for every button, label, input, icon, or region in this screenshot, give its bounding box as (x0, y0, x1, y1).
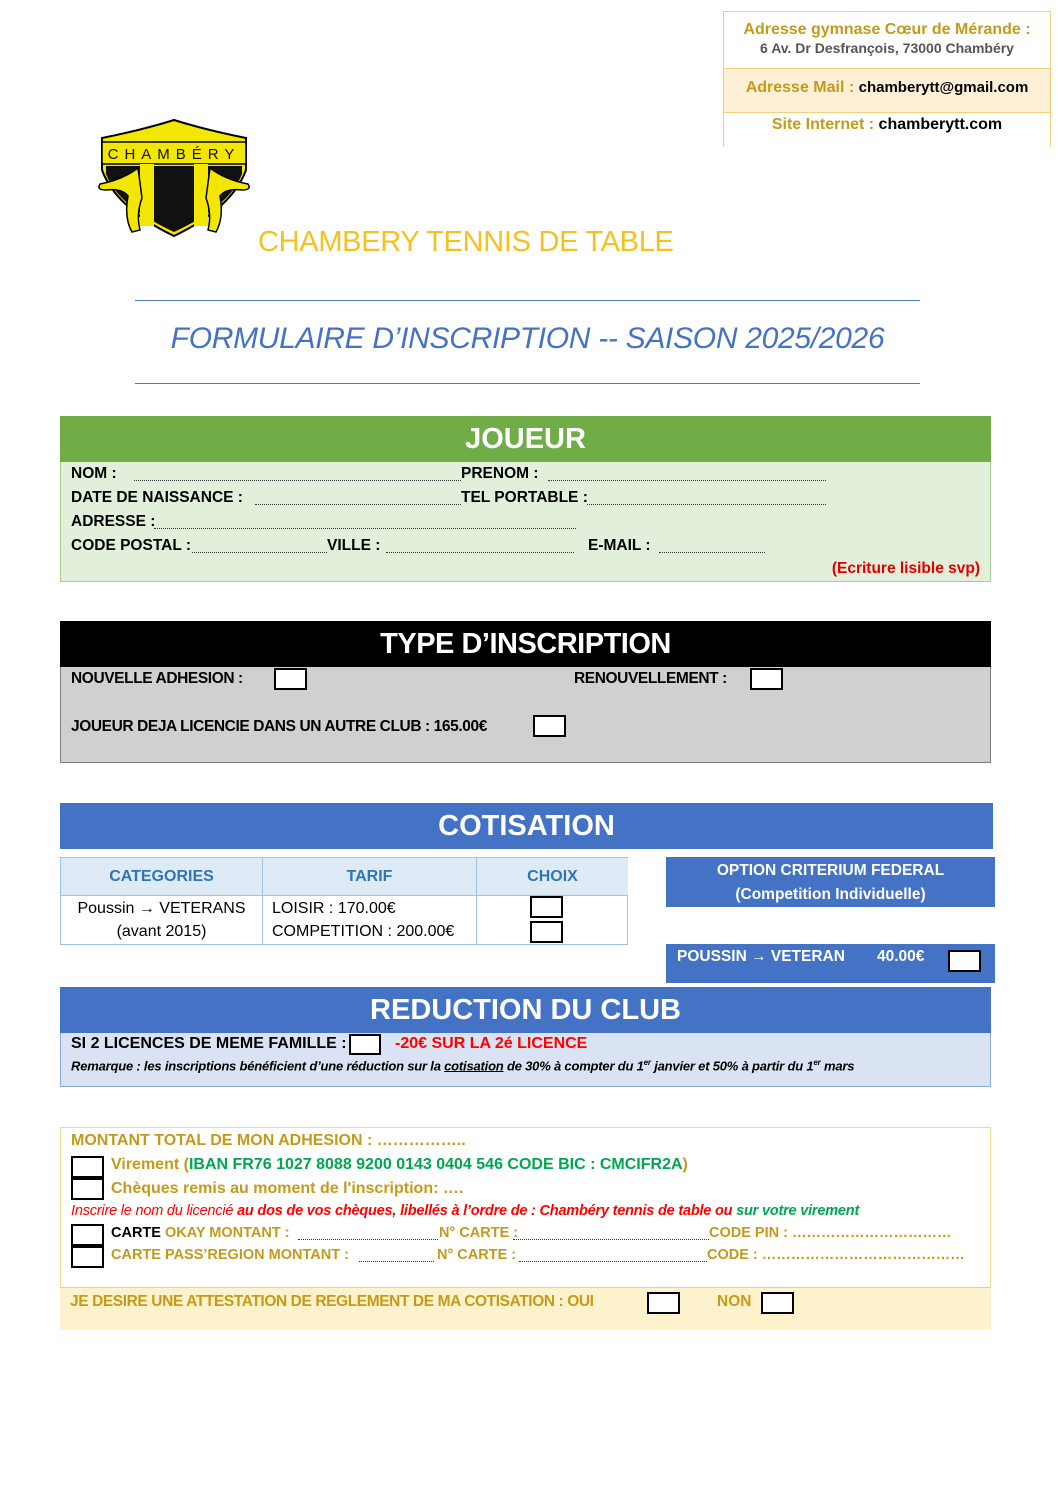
tel-label: TEL PORTABLE : (461, 489, 588, 506)
option-criterium-checkbox[interactable] (948, 950, 981, 972)
virement-checkbox[interactable] (71, 1156, 104, 1178)
category-line2: (avant 2015) (116, 923, 207, 940)
gym-address: 6 Av. Dr Desfrançois, 73000 Chambéry (760, 40, 1014, 56)
carte-word: CARTE (111, 1225, 161, 1241)
club-shield-logo (92, 118, 257, 240)
montant-total: MONTANT TOTAL DE MON ADHESION : …………….. (71, 1132, 466, 1149)
category-line1: Poussin → VETERANS (77, 900, 246, 917)
option-criterium-box (666, 857, 995, 907)
deja-licencie-checkbox[interactable] (533, 715, 566, 737)
remark-start: Remarque : les inscriptions bénéficient d’une réduction sur la (71, 1058, 445, 1074)
cotisation-title: COTISATION (60, 803, 993, 849)
ville-field[interactable] (386, 552, 574, 553)
remark-mid: de 30% à compter du 1 (503, 1058, 644, 1074)
reduction-section (60, 987, 991, 1087)
email-field[interactable] (659, 552, 765, 553)
pass-region-num-field[interactable] (519, 1261, 707, 1262)
virement-line (111, 1156, 688, 1174)
tarif-cell (263, 896, 477, 944)
mail-link[interactable]: chamberytt@gmail.com (858, 79, 1029, 96)
adresse-label: ADRESSE : (71, 513, 156, 530)
header-choix: CHOIX (477, 858, 628, 896)
attestation-label: JE DESIRE UNE ATTESTATION DE REGLEMENT DE MA COTISATION : OUI (70, 1293, 594, 1310)
pass-region-num-label: N° CARTE : (437, 1247, 517, 1263)
date-naissance-field[interactable] (255, 504, 461, 505)
loisir-checkbox[interactable] (530, 896, 563, 918)
option-price: 40.00€ (877, 948, 925, 965)
contact-box (723, 11, 1051, 147)
cotisation-table (60, 857, 628, 945)
cheques-checkbox[interactable] (71, 1178, 104, 1200)
nom-label: NOM : (71, 465, 117, 482)
attestation-non-checkbox[interactable] (761, 1292, 794, 1314)
remark-cotisation: cotisation (444, 1058, 504, 1074)
remark-sup1: er (643, 1058, 651, 1067)
virement-iban: IBAN FR76 1027 8088 9200 0143 0404 546 CODE BIC : CMCIFR2A (188, 1156, 683, 1173)
instruction-start: Inscrire le nom du licencié (71, 1203, 238, 1219)
code-postal-field[interactable] (192, 552, 327, 553)
tarif-competition: COMPETITION : 200.00€ (272, 923, 455, 940)
option-title: OPTION CRITERIUM FEDERAL (716, 862, 945, 879)
famille-checkbox[interactable] (349, 1034, 381, 1055)
tel-field[interactable] (587, 504, 826, 505)
site-row (724, 113, 1050, 147)
code-postal-label: CODE POSTAL : (71, 537, 191, 554)
attestation-non-label: NON (717, 1293, 752, 1310)
pass-region-label: CARTE PASS’REGION MONTANT : (111, 1247, 349, 1263)
remark-end: mars (820, 1058, 855, 1074)
title-divider-top (135, 300, 920, 301)
remark-mid2: janvier et 50% à partir du 1 (650, 1058, 814, 1074)
type-inscription-section (60, 621, 991, 763)
gym-address-label: Adresse gymnase Cœur de Mérande : (743, 21, 1031, 38)
paiement-section (60, 1127, 991, 1329)
header-tarif: TARIF (263, 858, 477, 896)
code-pin-label: CODE PIN : …………………………… (709, 1225, 952, 1241)
virement-close: ) (682, 1156, 688, 1173)
cheques-instruction (71, 1203, 859, 1219)
famille-label: SI 2 LICENCES DE MEME FAMILLE : (71, 1035, 347, 1052)
carte-okay-num-label: N° CARTE : (439, 1225, 519, 1241)
prenom-label: PRENOM : (461, 465, 539, 482)
adresse-field[interactable] (154, 528, 576, 529)
form-title: FORMULAIRE D’INSCRIPTION -- SAISON 2025/2026 (170, 322, 885, 355)
joueur-section (60, 416, 991, 582)
reduction-remark (71, 1058, 854, 1073)
choix-cell (477, 896, 628, 944)
site-label: Site Internet : (771, 116, 875, 133)
reduction-title: REDUCTION DU CLUB (60, 987, 991, 1033)
carte-okay-num-field[interactable] (513, 1239, 709, 1240)
instruction-green: sur votre virement (736, 1203, 860, 1219)
attestation-row (60, 1287, 991, 1330)
carte-okay-montant-field[interactable] (298, 1239, 438, 1240)
gym-address-row (724, 12, 1050, 69)
deja-licencie-label: JOUEUR DEJA LICENCIE DANS UN AUTRE CLUB : 165.00€ (71, 718, 487, 735)
option-subtitle: (Competition Individuelle) (735, 886, 926, 903)
attestation-oui-checkbox[interactable] (647, 1292, 680, 1314)
competition-checkbox[interactable] (530, 921, 563, 943)
pass-region-code-label: CODE : …………………………………… (707, 1247, 965, 1263)
prenom-field[interactable] (548, 480, 826, 481)
type-inscription-title: TYPE D’INSCRIPTION (60, 621, 991, 667)
nouvelle-adhesion-checkbox[interactable] (274, 668, 307, 690)
legibility-note: (Ecriture lisible svp) (831, 560, 980, 577)
site-link[interactable]: chamberytt.com (878, 116, 1003, 133)
famille-reduction: -20€ SUR LA 2é LICENCE (395, 1035, 588, 1052)
option-category: POUSSIN → VETERAN (677, 948, 845, 965)
remark-sup2: er (813, 1058, 821, 1067)
carte-okay-checkbox[interactable] (71, 1224, 104, 1246)
cheques-label: Chèques remis au moment de l'inscription: …. (111, 1180, 464, 1197)
pass-region-checkbox[interactable] (71, 1246, 104, 1268)
mail-label: Adresse Mail : (745, 79, 855, 96)
svg-text:CHAMBÉRY: CHAMBÉRY (107, 146, 241, 163)
email-label: E-MAIL : (588, 537, 651, 554)
carte-okay-label (111, 1225, 290, 1241)
renouvellement-checkbox[interactable] (750, 668, 783, 690)
carte-okay-montant: OKAY MONTANT : (160, 1225, 290, 1241)
instruction-bold: au dos de vos chèques, libellés à l’ordre de : Chambéry tennis de table ou (237, 1203, 737, 1219)
ville-label: VILLE : (327, 537, 381, 554)
date-naissance-label: DATE DE NAISSANCE : (71, 489, 243, 506)
mail-row (724, 69, 1050, 113)
category-cell (61, 896, 263, 944)
nouvelle-adhesion-label: NOUVELLE ADHESION : (71, 670, 243, 687)
club-title: CHAMBERY TENNIS DE TABLE (258, 226, 674, 258)
virement-label: Virement ( (111, 1156, 189, 1173)
tarif-loisir: LOISIR : 170.00€ (272, 900, 396, 917)
title-divider-bottom (135, 383, 920, 384)
nom-field[interactable] (134, 480, 461, 481)
club-shield-icon (92, 118, 257, 240)
pass-region-montant-field[interactable] (359, 1261, 434, 1262)
option-price-box (666, 944, 995, 983)
renouvellement-label: RENOUVELLEMENT : (574, 670, 727, 687)
joueur-title: JOUEUR (60, 416, 991, 462)
header-categories: CATEGORIES (61, 858, 263, 896)
